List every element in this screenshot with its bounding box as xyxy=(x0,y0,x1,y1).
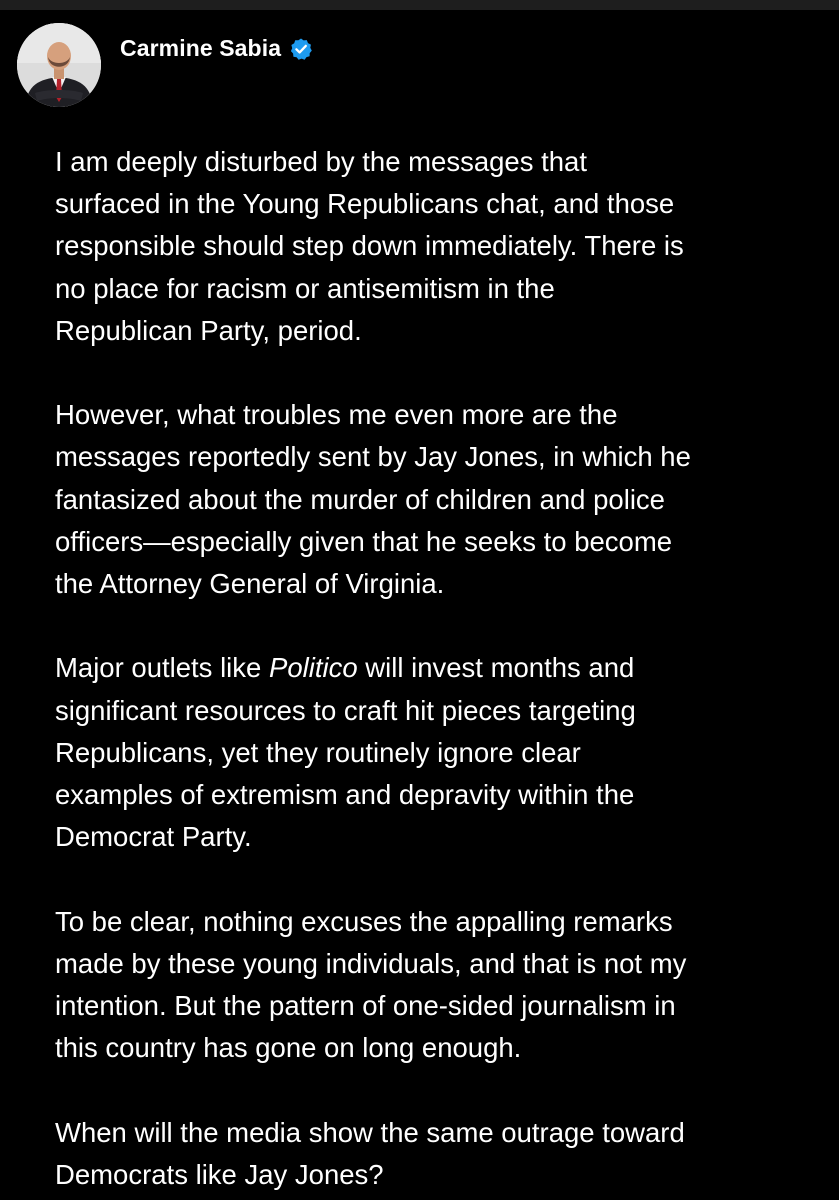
post-paragraph xyxy=(55,647,825,858)
post-paragraph: To be clear, nothing excuses the appalling remarks made by these young individuals, and that is not my intention. But the pattern of one-sided journalism in this country has gone on long enough. xyxy=(55,905,687,1064)
paragraph-text: will invest months and significant resources to craft hit pieces targeting Republicans, yet they routinely ignore clear examples of extremism and depravity within the Democrat Party. xyxy=(55,652,636,853)
author-avatar[interactable] xyxy=(17,23,101,107)
author-name[interactable]: Carmine Sabia xyxy=(120,35,282,61)
post-body xyxy=(55,141,825,1196)
post-paragraph: However, what troubles me even more are the messages reportedly sent by Jay Jones, in which he fantasized about the murder of children and police officers—especially given that he seeks to become the Attorney General of Virginia. xyxy=(55,399,691,600)
author-name-row xyxy=(120,35,313,62)
paragraph-text: Major outlets like xyxy=(55,652,269,684)
avatar-photo-icon xyxy=(17,23,101,107)
post-header xyxy=(17,23,313,109)
verified-badge-icon xyxy=(289,37,313,61)
post-paragraph: When will the media show the same outrage toward Democrats like Jay Jones? xyxy=(55,1116,685,1190)
publication-name: Politico xyxy=(268,652,358,684)
post-paragraph: I am deeply disturbed by the messages that surfaced in the Young Republicans chat, and those responsible should step down immediately. There is no place for racism or antisemitism in the Republican Party, period. xyxy=(55,146,684,346)
top-edge-strip xyxy=(0,0,839,10)
